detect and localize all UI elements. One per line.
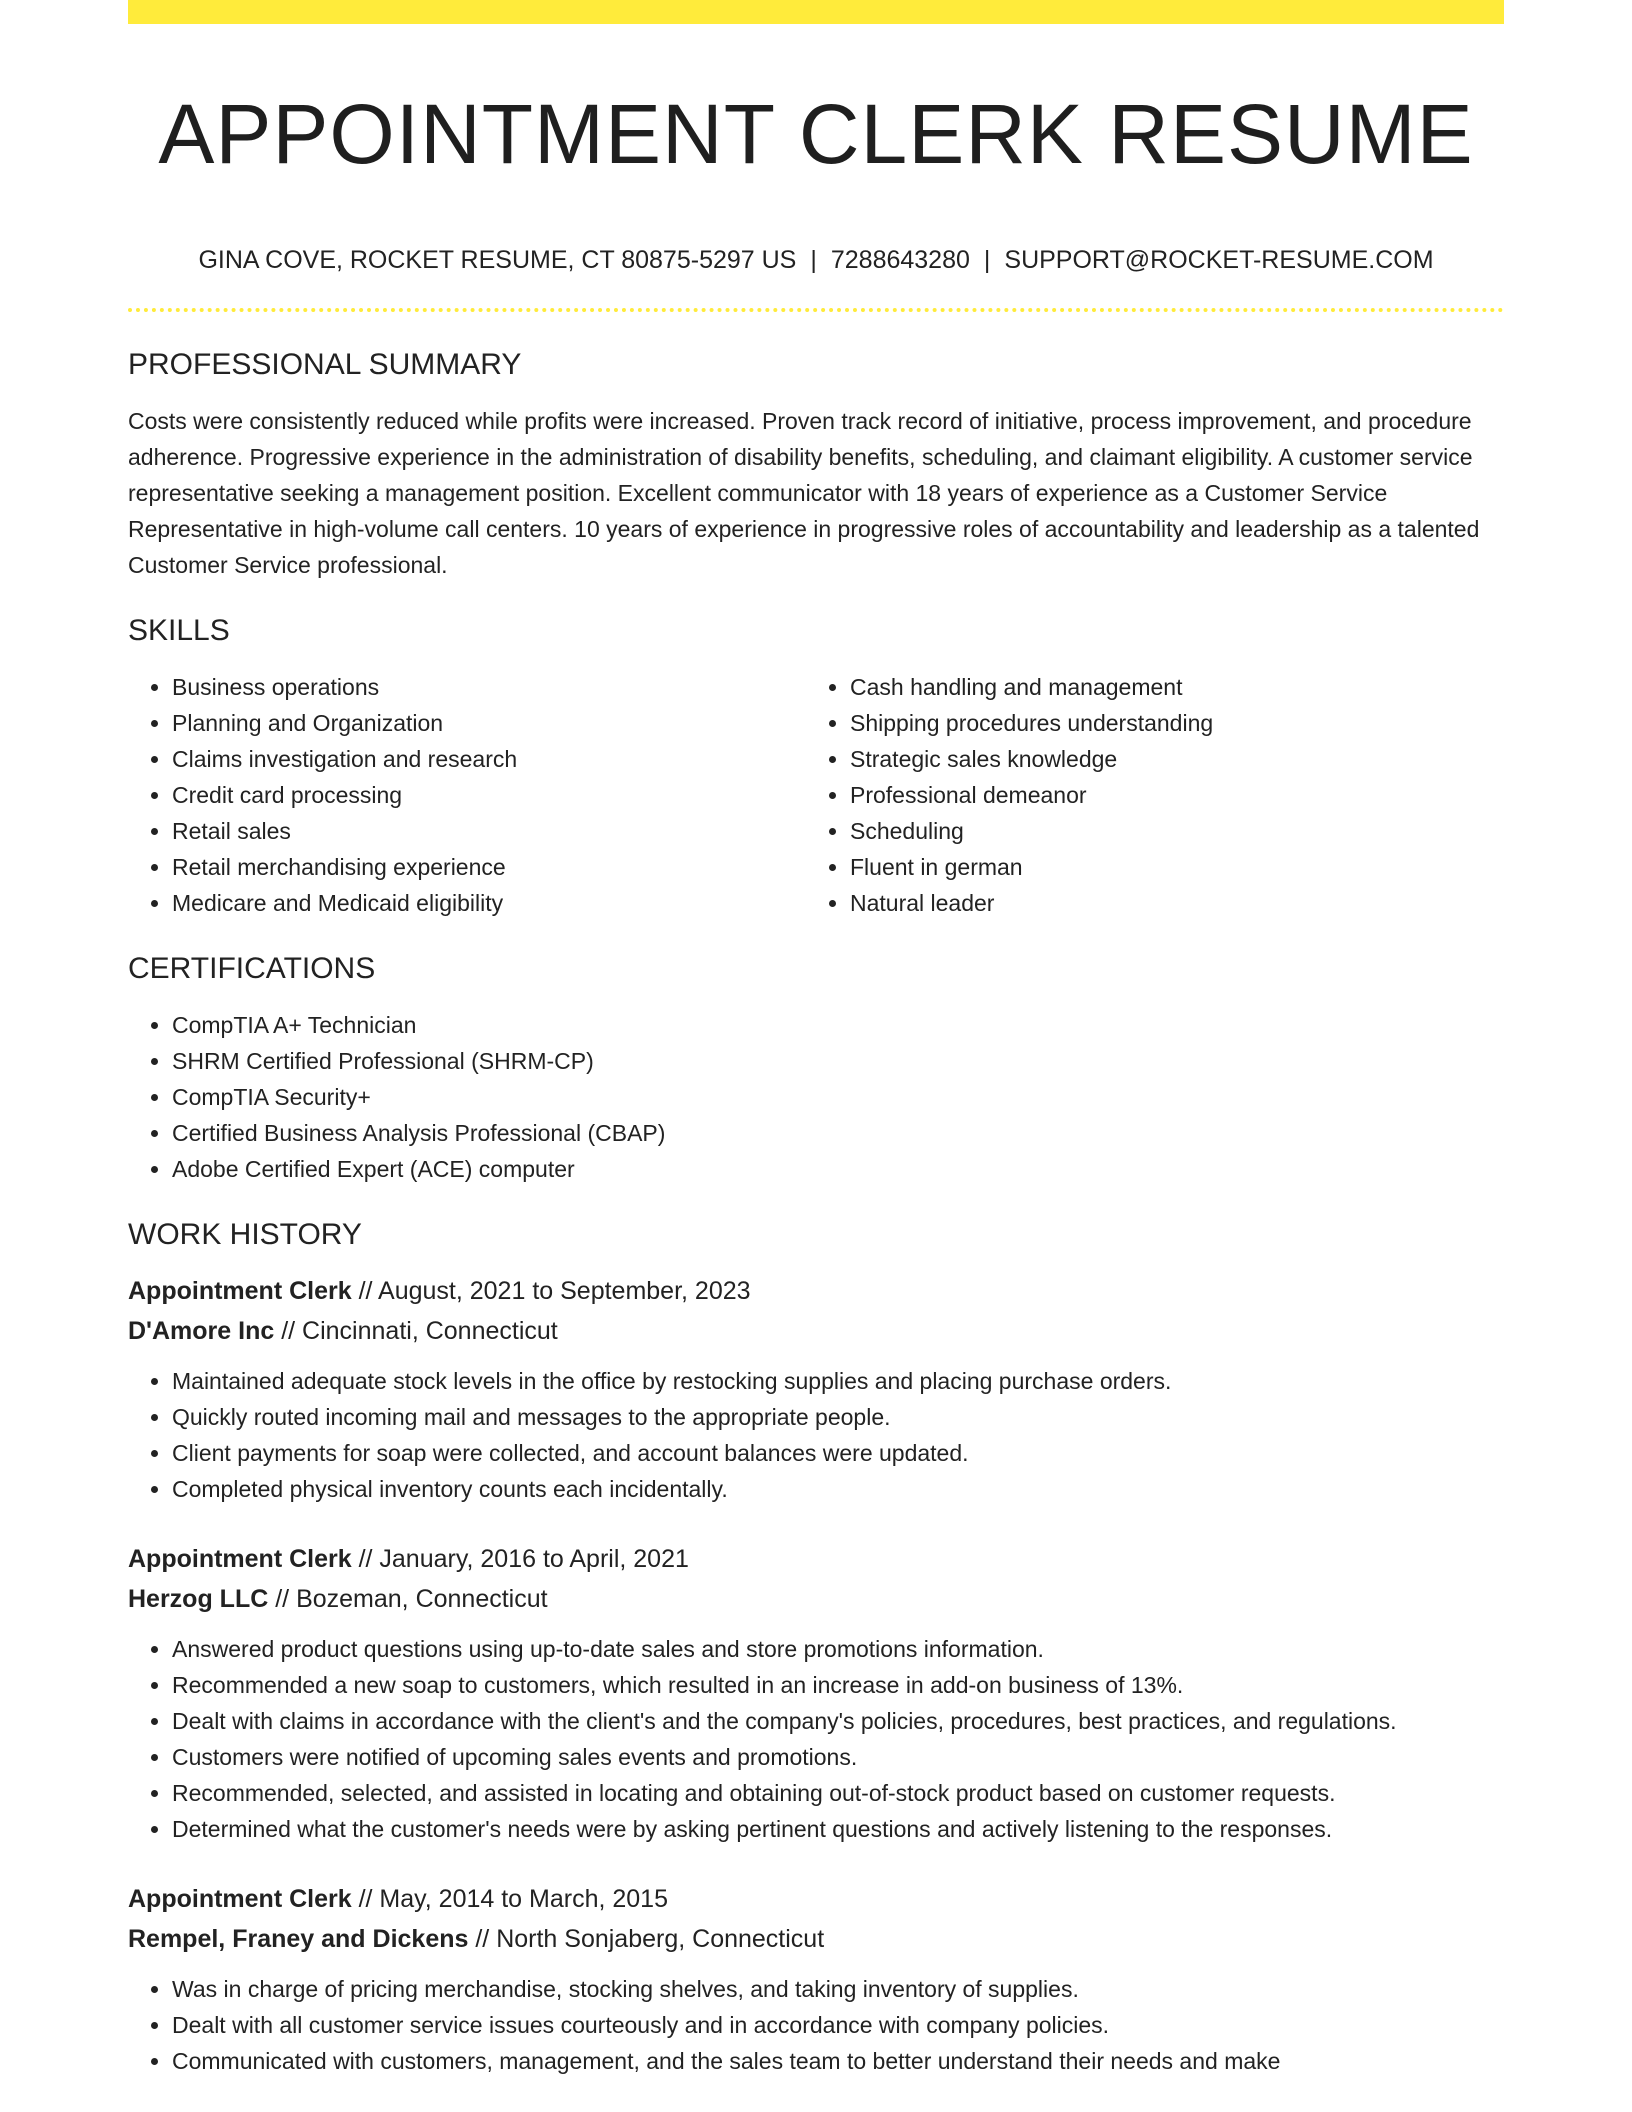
- contact-line: [128, 242, 1504, 278]
- job-bullet: • Answered product questions using up-to-date sales and store promotions information.: [172, 1631, 1504, 1667]
- job-dates: // January, 2016 to April, 2021: [351, 1545, 689, 1574]
- certification-item: • Adobe Certified Expert (ACE) computer: [172, 1151, 1504, 1187]
- skills-section: [128, 611, 1504, 921]
- skill-item: • Retail sales: [172, 813, 804, 849]
- job-bullet: • Dealt with claims in accordance with the client's and the company's policies, procedures, best practices, and regulations.: [172, 1703, 1504, 1739]
- job-title-line: [128, 1539, 1504, 1579]
- job-bullet: • Was in charge of pricing merchandise, stocking shelves, and taking inventory of supplies.: [172, 1971, 1504, 2007]
- contact-address: GINA COVE, ROCKET RESUME, CT 80875-5297 US: [198, 246, 797, 275]
- skills-list-left: [128, 669, 804, 921]
- job-location: // Bozeman, Connecticut: [268, 1585, 548, 1614]
- contact-phone: 7288643280: [830, 246, 970, 275]
- job-bullets: [128, 1363, 1504, 1507]
- accent-top-bar: [128, 0, 1504, 24]
- certifications-list: [128, 1007, 1504, 1187]
- skill-item: • Claims investigation and research: [172, 741, 804, 777]
- job-bullet: • Maintained adequate stock levels in the office by restocking supplies and placing purchase orders.: [172, 1363, 1504, 1399]
- skill-item: • Professional demeanor: [850, 777, 1482, 813]
- job-entry: [128, 1271, 1504, 1507]
- job-entry: [128, 1879, 1504, 2079]
- dotted-divider: [128, 308, 1504, 312]
- summary-text: Costs were consistently reduced while profits were increased. Proven track record of initiative, process improvement, and procedure adherence. Progressive experience in the administration of disability benefits, scheduling, and claimant eligibility. A customer service representative seeking a management position. Excellent communicator with 18 years of experience as a Customer Service Representative in high-volume call centers. 10 years of experience in progressive roles of accountability and leadership as a talented Customer Service professional.: [128, 408, 1480, 579]
- contact-separator: |: [983, 246, 991, 275]
- job-bullets: [128, 1971, 1504, 2079]
- job-role: Appointment Clerk: [128, 1885, 352, 1914]
- certification-item: • CompTIA Security+: [172, 1079, 1504, 1115]
- job-location: // Cincinnati, Connecticut: [274, 1317, 558, 1346]
- job-bullet: • Client payments for soap were collected, and account balances were updated.: [172, 1435, 1504, 1471]
- job-dates: // August, 2021 to September, 2023: [351, 1277, 751, 1306]
- job-bullet: • Recommended, selected, and assisted in locating and obtaining out-of-stock product based on customer requests.: [172, 1775, 1504, 1811]
- job-company: D'Amore Inc: [128, 1317, 275, 1346]
- work-history-heading: WORK HISTORY: [128, 1218, 362, 1252]
- certifications-section: [128, 949, 1504, 1187]
- job-bullet: • Dealt with all customer service issues courteously and in accordance with company policies.: [172, 2007, 1504, 2043]
- job-role: Appointment Clerk: [128, 1545, 352, 1574]
- skills-list-right: [804, 669, 1482, 921]
- skill-item: • Natural leader: [850, 885, 1482, 921]
- summary-heading: PROFESSIONAL SUMMARY: [128, 348, 522, 382]
- certification-item: • CompTIA A+ Technician: [172, 1007, 1504, 1043]
- job-company: Rempel, Franey and Dickens: [128, 1925, 469, 1954]
- job-bullets: [128, 1631, 1504, 1847]
- certifications-heading: CERTIFICATIONS: [128, 952, 376, 986]
- skill-item: • Fluent in german: [850, 849, 1482, 885]
- job-title-line: [128, 1879, 1504, 1919]
- job-company-line: [128, 1919, 1504, 1959]
- job-bullet: • Customers were notified of upcoming sales events and promotions.: [172, 1739, 1504, 1775]
- skill-item: • Scheduling: [850, 813, 1482, 849]
- skill-item: • Medicare and Medicaid eligibility: [172, 885, 804, 921]
- job-role: Appointment Clerk: [128, 1277, 352, 1306]
- skill-item: • Planning and Organization: [172, 705, 804, 741]
- summary-section: [128, 345, 1504, 583]
- job-title-line: [128, 1271, 1504, 1311]
- job-company: Herzog LLC: [128, 1585, 269, 1614]
- job-location: // North Sonjaberg, Connecticut: [468, 1925, 825, 1954]
- certification-item: • Certified Business Analysis Professional (CBAP): [172, 1115, 1504, 1151]
- job-bullet: • Quickly routed incoming mail and messages to the appropriate people.: [172, 1399, 1504, 1435]
- job-bullet: • Completed physical inventory counts each incidentally.: [172, 1471, 1504, 1507]
- job-bullet: • Communicated with customers, management, and the sales team to better understand their needs and make: [172, 2043, 1504, 2079]
- contact-separator: |: [810, 246, 817, 275]
- resume-title: APPOINTMENT CLERK RESUME: [158, 87, 1474, 181]
- job-company-line: [128, 1579, 1504, 1619]
- contact-email: SUPPORT@ROCKET-RESUME.COM: [1004, 246, 1434, 275]
- skills-heading: SKILLS: [128, 614, 230, 648]
- job-entry: [128, 1539, 1504, 1847]
- job-bullet: • Recommended a new soap to customers, which resulted in an increase in add-on business of 13%.: [172, 1667, 1504, 1703]
- skill-item: • Business operations: [172, 669, 804, 705]
- skills-columns: [128, 669, 1504, 921]
- skill-item: • Credit card processing: [172, 777, 804, 813]
- work-history-section: [128, 1215, 1504, 2079]
- job-bullet: • Determined what the customer's needs were by asking pertinent questions and actively listening to the responses.: [172, 1811, 1504, 1847]
- job-dates: // May, 2014 to March, 2015: [351, 1885, 668, 1914]
- skill-item: • Strategic sales knowledge: [850, 741, 1482, 777]
- skill-item: • Retail merchandising experience: [172, 849, 804, 885]
- certification-item: • SHRM Certified Professional (SHRM-CP): [172, 1043, 1504, 1079]
- resume-page: [128, 0, 1504, 2079]
- skill-item: • Cash handling and management: [850, 669, 1482, 705]
- job-company-line: [128, 1311, 1504, 1351]
- skill-item: • Shipping procedures understanding: [850, 705, 1482, 741]
